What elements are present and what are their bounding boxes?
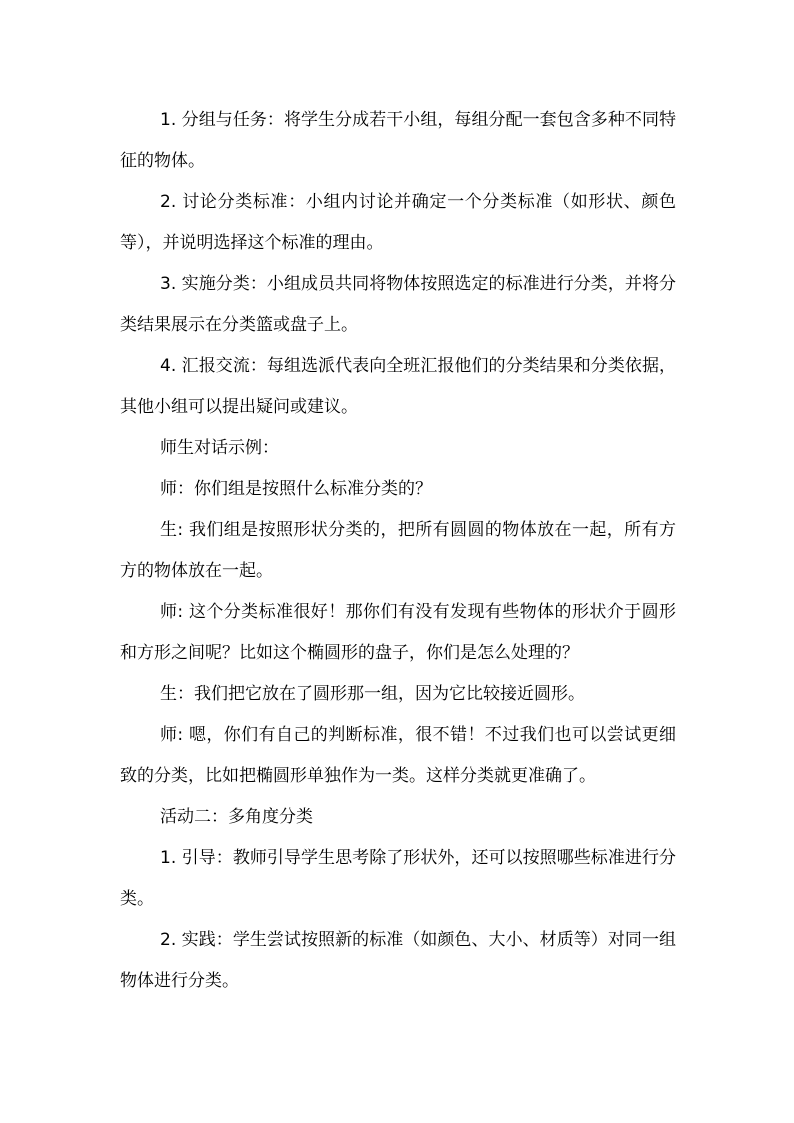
- step-4-report: 4. 汇报交流：每组选派代表向全班汇报他们的分类结果和分类依据，其他小组可以提出疑问或建议。: [120, 356, 676, 417]
- step-1-grouping: 1. 分组与任务：将学生分成若干小组，每组分配一套包含多种不同特征的物体。: [120, 110, 676, 171]
- activity-2-heading: 活动二：多角度分类: [160, 807, 313, 827]
- activity-2-step-1: 1. 引导：教师引导学生思考除了形状外，还可以按照哪些标准进行分类。: [120, 848, 676, 909]
- dialogue-teacher-1: 师：你们组是按照什么标准分类的？: [160, 479, 432, 499]
- dialogue-teacher-2: 师: 这个分类标准很好！那你们有没有发现有些物体的形状介于圆形和方形之间呢？比如这个椭圆形的盘子，你们是怎么处理的？: [120, 602, 676, 663]
- document-body: [120, 100, 676, 1002]
- activity-2-step-2: 2. 实践：学生尝试按照新的标准（如颜色、大小、材质等）对同一组物体进行分类。: [120, 930, 676, 991]
- step-2-discuss-criteria: 2. 讨论分类标准：小组内讨论并确定一个分类标准（如形状、颜色等），并说明选择这个标准的理由。: [120, 192, 676, 253]
- dialogue-student-1: 生: 我们组是按照形状分类的，把所有圆圆的物体放在一起，所有方方的物体放在一起。: [120, 520, 676, 581]
- dialogue-heading: 师生对话示例：: [160, 438, 279, 458]
- dialogue-teacher-3: 师: 嗯，你们有自己的判断标准，很不错！不过我们也可以尝试更细致的分类，比如把椭圆形单独作为一类。这样分类就更准确了。: [120, 725, 676, 786]
- step-3-implement: 3. 实施分类：小组成员共同将物体按照选定的标准进行分类，并将分类结果展示在分类篮或盘子上。: [120, 274, 676, 335]
- dialogue-student-2: 生：我们把它放在了圆形那一组，因为它比较接近圆形。: [160, 684, 585, 704]
